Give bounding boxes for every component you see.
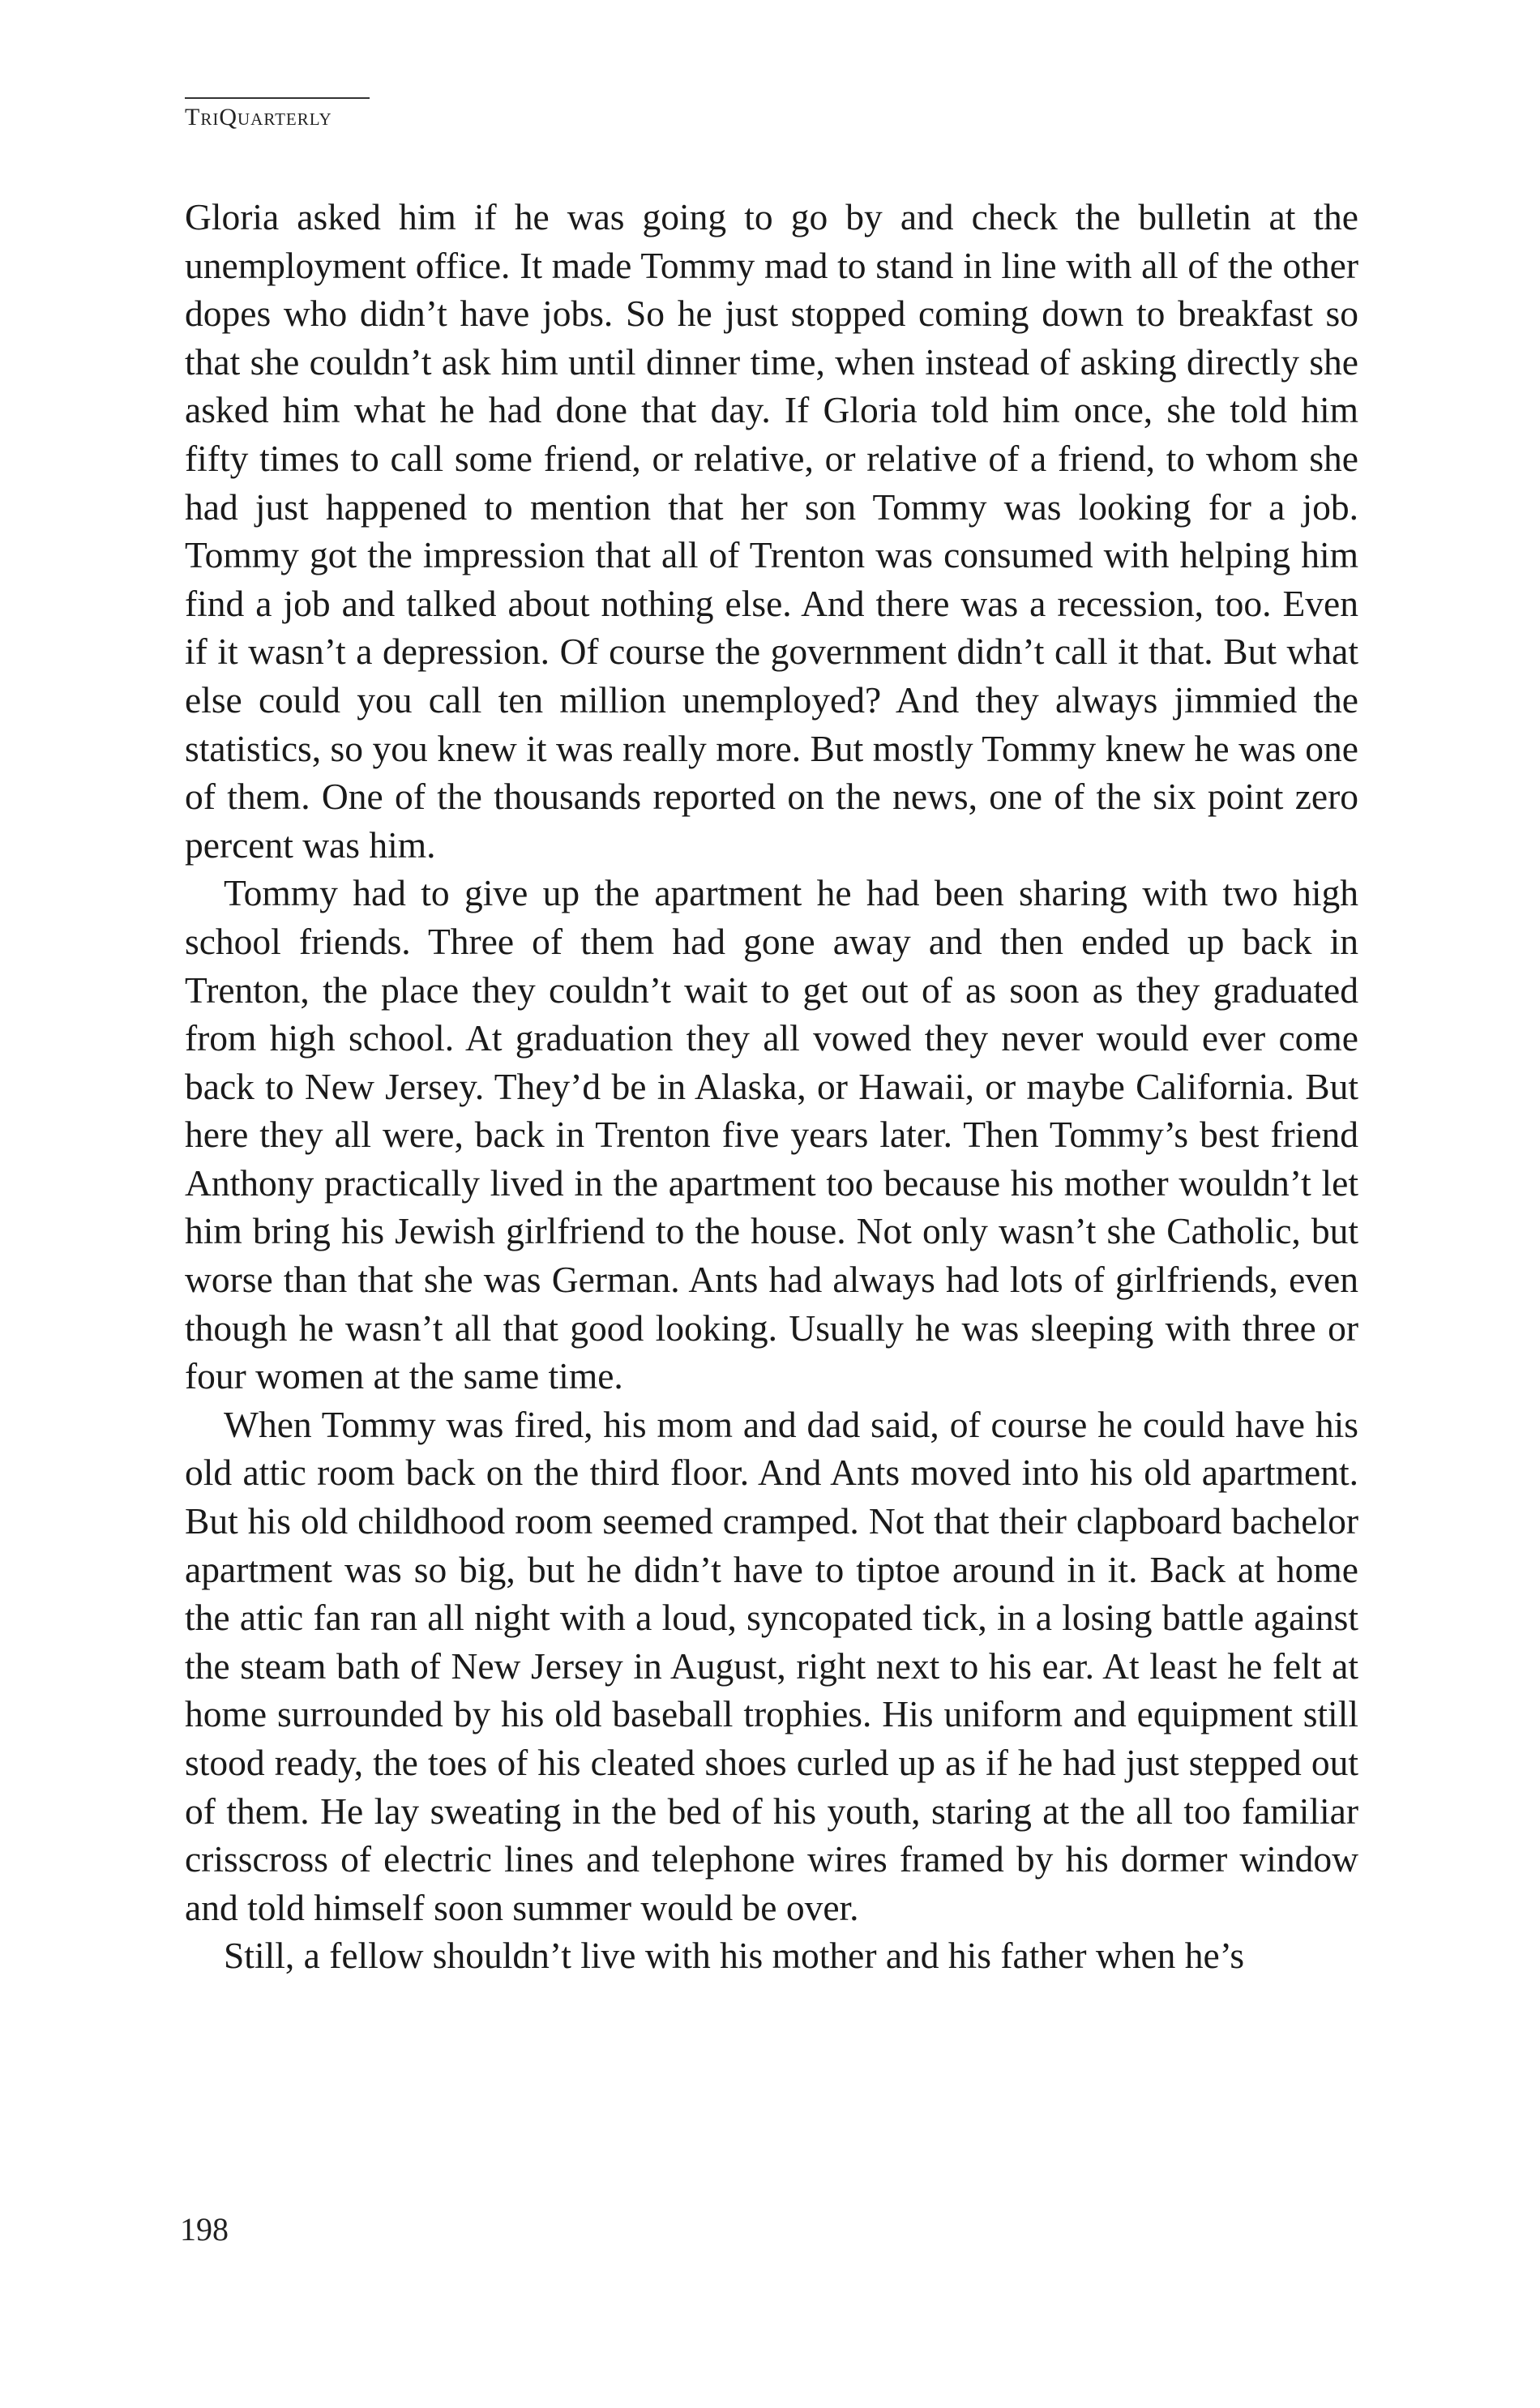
running-head: TriQuarterly: [185, 104, 332, 130]
paragraph: Gloria asked him if he was going to go by and check the bulletin at the unemployment office. It made Tommy mad to stand in line with all of the other dopes who didn’t have jobs. So he just stopped coming down to breakfast so that she couldn’t ask him until dinner time, when instead of asking directly she asked him what he had done that day. If Gloria told him once, she told him fifty times to call some friend, or relative, or relative of a friend, to whom she had just happened to mention that her son Tommy was looking for a job. Tommy got the impression that all of Trenton was consumed with helping him find a job and talked about nothing else. And there was a recession, too. Even if it wasn’t a depression. Of course the government didn’t call it that. But what else could you call ten million unemployed? And they always jimmied the statistics, so you knew it was really more. But mostly Tommy knew he was one of them. One of the thousands reported on the news, one of the six point zero percent was him.: [185, 196, 1358, 866]
paragraph: Tommy had to give up the apartment he had been sharing with two high school friends. Three of them had gone away and then ended up back in Trenton, the place they couldn’t wait to get out of as soon as they graduated from high school. At graduation they all vowed they never would ever come back to New Jersey. They’d be in Alaska, or Hawaii, or maybe California. But here they all were, back in Trenton five years later. Then Tommy’s best friend Anthony practically lived in the apartment too because his mother wouldn’t let him bring his Jewish girlfriend to the house. Not only wasn’t she Catholic, but worse than that she was German. Ants had always had lots of girlfriends, even though he wasn’t all that good looking. Usually he was sleeping with three or four women at the same time.: [185, 872, 1358, 1397]
page-number: 198: [180, 2211, 229, 2248]
header-rule: [185, 97, 370, 99]
body-text: [185, 193, 1358, 1980]
paragraph: When Tommy was fired, his mom and dad said, of course he could have his old attic room back on the third floor. And Ants moved into his old apartment. But his old childhood room seemed cramped. Not that their clapboard bachelor apartment was so big, but he didn’t have to tiptoe around in it. Back at home the attic fan ran all night with a loud, syncopated tick, in a losing battle against the steam bath of New Jersey in August, right next to his ear. At least he felt at home surrounded by his old baseball trophies. His uniform and equipment still stood ready, the toes of his cleated shoes curled up as if he had just stepped out of them. He lay sweating in the bed of his youth, staring at the all too familiar crisscross of electric lines and telephone wires framed by his dormer window and told himself soon summer would be over.: [185, 1403, 1358, 1928]
paragraph: Still, a fellow shouldn’t live with his mother and his father when he’s: [224, 1935, 1245, 1977]
